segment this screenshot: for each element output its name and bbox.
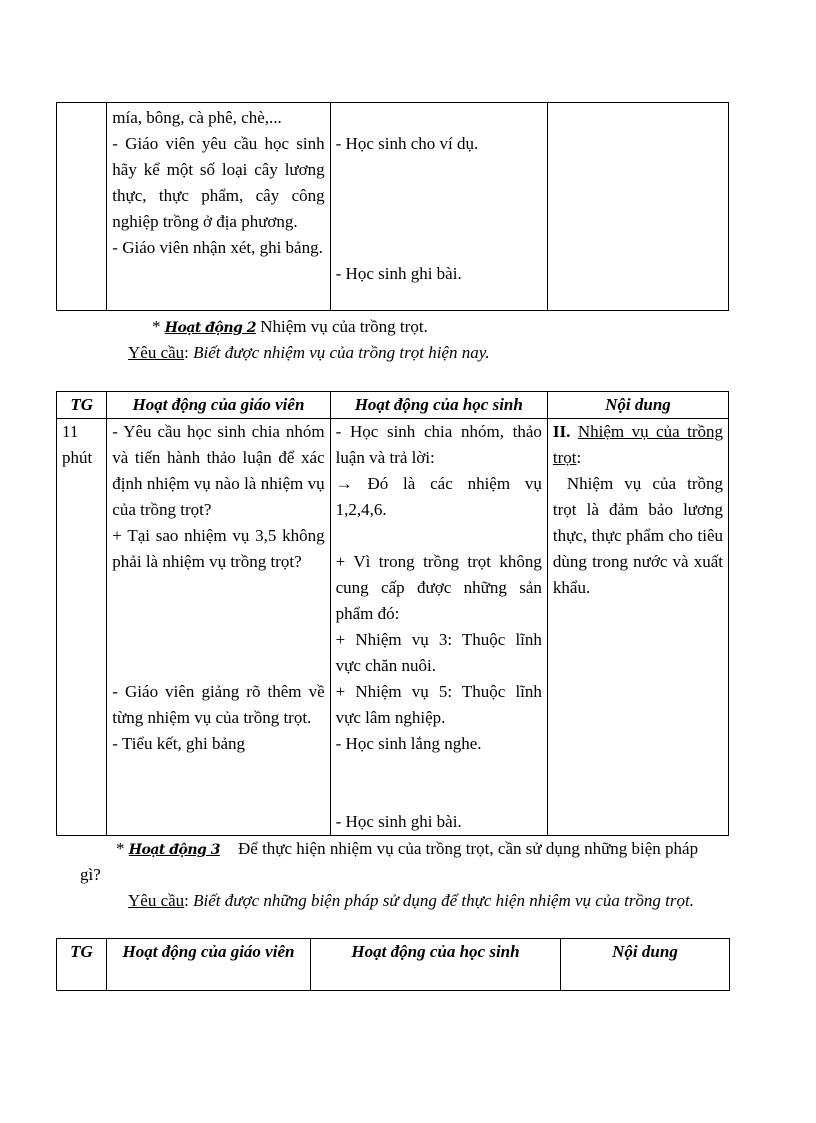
teacher-activity-line: - Giáo viên nhận xét, ghi bảng.	[112, 238, 323, 257]
tg-unit: phút	[62, 448, 93, 467]
activity2-requirement	[128, 340, 490, 366]
activity3-table	[56, 938, 730, 991]
section-number: II.	[552, 422, 571, 441]
header-student: Hoạt động của học sinh	[311, 939, 561, 991]
header-content: Nội dung	[547, 392, 728, 419]
table-row	[57, 419, 729, 836]
student-activity-line: + Nhiệm vụ 5: Thuộc lĩnh vực lâm nghiệp.	[335, 682, 542, 727]
activity3-requirement	[80, 888, 710, 914]
bullet-star: *	[116, 839, 125, 858]
bullet-star: *	[152, 317, 161, 336]
teacher-activity-cell	[107, 419, 330, 836]
requirement-text: Biết được nhiệm vụ của trồng trọt hiện nay.	[193, 343, 490, 362]
tg-cell	[57, 419, 107, 836]
header-content: Nội dung	[561, 939, 730, 991]
content-text: Nhiệm vụ của trồng trọt là đảm bảo lương thực, thực phẩm cho tiêu dùng trong nước và xuất khẩu.	[552, 474, 723, 597]
header-teacher: Hoạt động của giáo viên	[107, 939, 311, 991]
student-activity-line: - Học sinh cho ví dụ.	[335, 134, 479, 153]
teacher-activity-line: - Yêu cầu học sinh chia nhóm và tiến hành thảo luận để xác định nhiệm vụ nào là nhiệm vụ của trồng trọt?	[112, 422, 325, 519]
student-activity-line: - Học sinh ghi bài.	[335, 264, 462, 283]
header-teacher: Hoạt động của giáo viên	[107, 392, 330, 419]
table-continuation	[56, 102, 729, 311]
content-cell	[547, 419, 728, 836]
activity-tag: Hoạt động 2	[164, 320, 256, 336]
activity2-heading	[152, 314, 428, 341]
teacher-activity-line: + Tại sao nhiệm vụ 3,5 không phải là nhiệm vụ trồng trọt?	[112, 526, 325, 571]
teacher-activity-line: - Giáo viên giảng rõ thêm về từng nhiệm vụ của trồng trọt.	[112, 682, 325, 727]
section-colon: :	[576, 448, 582, 467]
tg-value: 11	[62, 422, 79, 441]
requirement-text: Biết được những biện pháp sử dụng để thực hiện nhiệm vụ của trồng trọt.	[193, 891, 694, 910]
requirement-label: Yêu cầu	[128, 891, 185, 910]
table-row	[57, 103, 729, 311]
section-title: Nhiệm vụ của trồng trọt	[552, 422, 723, 467]
student-activity-line: - Học sinh ghi bài.	[335, 812, 462, 831]
student-activity-line: - Học sinh chia nhóm, thảo luận và trả lời:	[335, 422, 542, 467]
student-activity-cell	[330, 419, 547, 836]
teacher-activity-line: - Tiểu kết, ghi bảng	[112, 734, 245, 753]
requirement-label: Yêu cầu	[128, 343, 185, 362]
content-heading	[553, 419, 723, 471]
teacher-activity-line: - Giáo viên yêu cầu học sinh hãy kể một số loại cây lương thực, thực phẩm, cây công nghiệp trồng ở địa phương.	[112, 134, 325, 231]
activity-title: Nhiệm vụ của trồng trọt.	[260, 317, 428, 336]
header-tg: TG	[57, 392, 107, 419]
teacher-activity-line: mía, bông, cà phê, chè,...	[112, 108, 282, 127]
header-tg: TG	[57, 939, 107, 991]
teacher-activity-cell	[107, 103, 330, 311]
student-activity-line: → Đó là các nhiệm vụ 1,2,4,6.	[335, 474, 542, 519]
activity3-title: Để thực hiện nhiệm vụ của trồng trọt, cần sử dụng những biện pháp gì?	[80, 839, 699, 884]
requirement-colon: :	[184, 891, 189, 910]
requirement-colon: :	[184, 343, 189, 362]
activity2-table	[56, 391, 729, 836]
activity-tag: Hoạt động 3	[128, 842, 220, 858]
table-header-row	[57, 939, 730, 991]
header-student: Hoạt động của học sinh	[330, 392, 547, 419]
tg-cell	[57, 103, 107, 311]
student-activity-line: + Vì trong trồng trọt không cung cấp được những sản phẩm đó:	[335, 552, 542, 623]
student-activity-line: - Học sinh lắng nghe.	[335, 734, 482, 753]
content-cell	[547, 103, 728, 311]
student-activity-line: + Nhiệm vụ 3: Thuộc lĩnh vực chăn nuôi.	[335, 630, 542, 675]
table-header-row	[57, 392, 729, 419]
student-activity-cell	[330, 103, 547, 311]
